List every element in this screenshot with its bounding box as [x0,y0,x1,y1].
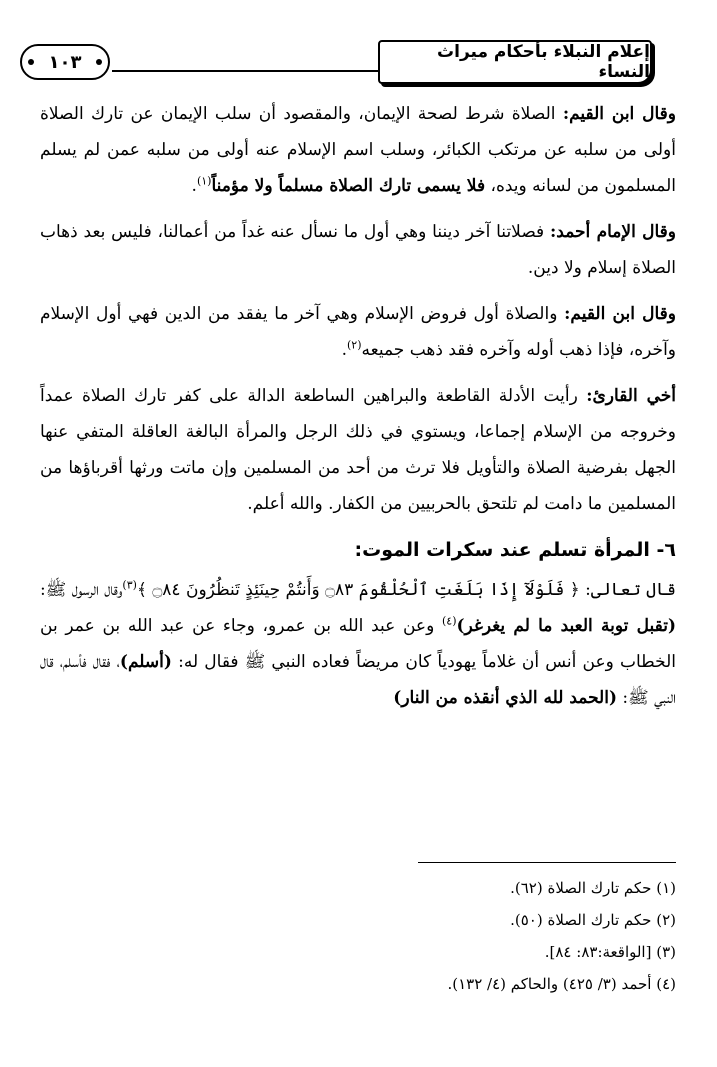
page-number-text: ١٠٣ [48,51,82,73]
paragraph-end: . [341,340,347,360]
paragraph-imam-ahmad [40,214,676,286]
paragraph-text: والصلاة أول فروض الإسلام وهي آخر ما يفقد من الدين فهي أول الإسلام وآخره، فإذا ذهب أوله وآخره فقد ذهب جميعه [40,304,676,360]
paragraph-text: الصلاة شرط لصحة الإيمان، والمقصود أن سلب الإيمان عن تارك الصلاة أولى من سلبه عن مرتكب الكبائر، وسلب اسم الإسلام عنه أولى من سلبه عمن لم يسلم المسلمون من لسانه ويده، [40,104,676,196]
page-number [20,44,110,80]
running-title-text: إعلام النبلاء بأحكام ميراث النساء [437,42,650,82]
footnote-3: (٣) [الواقعة:٨٣: ٨٤]. [544,943,676,961]
footnote-1: (١) حكم تارك الصلاة (٦٢). [510,879,676,897]
running-title [378,40,652,84]
paragraph-text: وقال الرسول ﷺ: [40,580,123,600]
paragraph-text: فصلاتنا آخر ديننا وهي أول ما نسأل عنه غداً من أعمالنا، فليس بعد ذهاب الصلاة إسلام ولا دين. [40,222,676,278]
paragraph-lead: وقال ابن القيم: [562,104,676,124]
footnote-ref: (٤) [442,614,457,628]
footnote-ref: (٢) [347,338,362,352]
paragraph-text: ، فقال فأسلم، قال النبي ﷺ: [40,652,676,708]
footnote-rule [418,862,676,863]
footnotes [200,872,676,1000]
paragraph-ibn-qayyim-2 [40,296,676,368]
paragraph-bold-tail: فلا يسمى تارك الصلاة مسلماً ولا مؤمناً [211,176,486,196]
paragraph-lead: وقال الإمام أحمد: [550,222,676,242]
hadith-quote: (أسلم) [119,652,172,672]
paragraph-reader [40,378,676,522]
footnote-ref: (٣) [122,578,137,592]
paragraph-text: وعن عبد الله بن عمرو، وجاء عن عبد الله بن عمر بن الخطاب وعن أنس أن غلاماً يهودياً كان مريضاً فعاده النبي ﷺ فقال له: [40,616,677,672]
hadith-quote: (الحمد لله الذي أنقذه من النار) [393,688,617,708]
hadith-quote: (تقبل توبة العبد ما لم يغرغر) [456,616,676,636]
quran-verse: قال تعالى: ﴿ فَلَوْلَآ إِذَا بَلَغَتِ ٱلْحُلْقُومَ ۝٨٣ وَأَنتُمْ حِينَئِذٍ تَنظُرُونَ ۝٨٤ ﴾ [136,580,676,600]
paragraph-ibn-qayyim-1 [40,96,676,204]
paragraph-lead: وقال ابن القيم: [564,304,676,324]
paragraph-end: . [191,176,197,196]
footnote-ref: (١) [196,174,212,188]
paragraph-lead: أخي القارئ: [586,386,676,406]
section-heading: ٦- المرأة تسلم عند سكرات الموت: [354,539,676,561]
footnote-2: (٢) حكم تارك الصلاة (٥٠). [510,911,676,929]
paragraph-final [40,572,676,716]
main-text [40,96,676,726]
paragraph-text: رأيت الأدلة القاطعة والبراهين الساطعة الدالة على كفر تارك الصلاة عمداً وخروجه من الإسلام إجماعا، ويستوي في ذلك الرجل والمرأة البالغة العاقلة المتفي عنها الجهل بفرضية الصلاة والتأويل فلا ترث من أحد من المسلمين وإن ماتت ورثها أقرباؤها من المسلمين ما دامت لم تلتحق بالحربيين من الكفار. والله أعلم. [40,386,676,514]
footnote-4: (٤) أحمد (٣/ ٤٢٥) والحاكم (٤/ ١٣٢). [447,975,676,993]
